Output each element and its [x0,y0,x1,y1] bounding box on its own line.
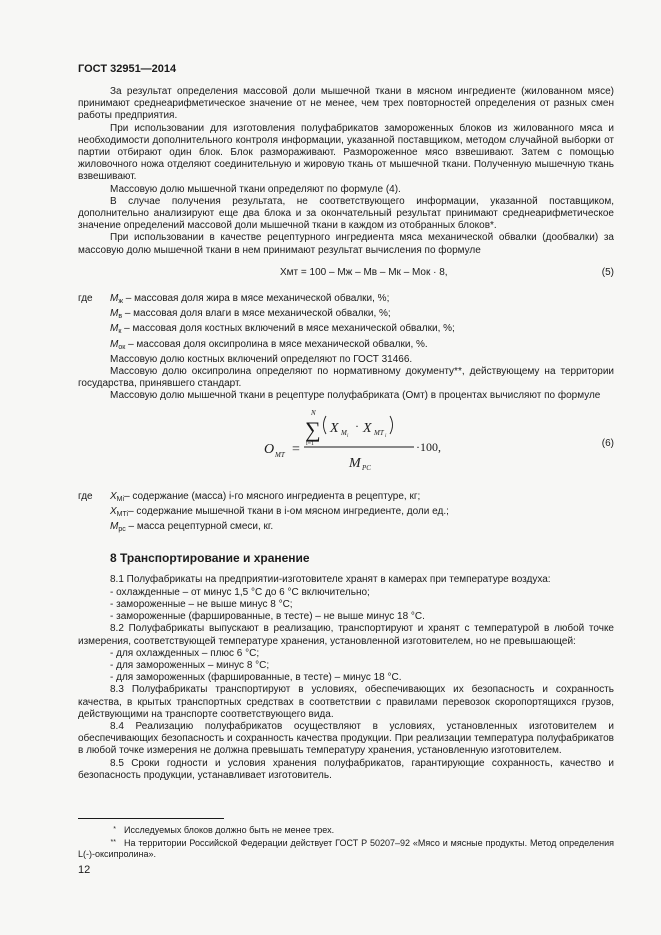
list-item: - для замороженных – минус 8 °С; [110,659,270,671]
definition-row: $M_{ок}$ – массовая доля оксипролина в мясе механической обвалки, %. [110,338,428,351]
symbol: M [110,323,119,335]
symbol: M [110,338,119,350]
x1-subsub: i [347,433,349,439]
x1: X [330,420,339,436]
section-title: 8 Транспортирование и хранение [110,551,310,566]
x2-subsub: i [385,433,387,439]
where-label: где [78,490,93,502]
definition-row: где $M_ж$ – массовая доля жира в мясе механической обвалки, %; [78,293,614,308]
denominator-sub: PC [362,463,371,472]
footnotes [78,824,614,861]
left-paren [324,416,327,434]
sum-sign: ∑ [305,416,321,442]
symbol: M [110,521,119,533]
where-label: где [78,293,93,305]
formula-lhs: O [264,441,275,457]
right-paren [390,416,393,434]
page-number: 12 [78,864,91,876]
page-content [78,86,614,782]
section-body [78,574,614,781]
footnote: ** На территории Российской Федерации действует ГОСТ Р 50207–92 «Мясо и мясные продукты. Метод определения L(-)-оксипролина». [78,837,614,859]
paragraph: При использовании в качестве рецептурного ингредиента мяса механической обвалки (дообвалки) за массовую долю мышечной ткани в нем принимают результат вычисления по формуле [78,232,614,256]
symbol: M [110,293,119,305]
definition-row: $M_к$ – массовая доля костных включений в мясе механической обвалки, %; [110,323,455,336]
standard-header: ГОСТ 32951—2014 [78,63,177,75]
paragraph: 8.1 Полуфабрикаты на предприятии-изготовителе хранят в камерах при температуре воздуха: [110,574,551,586]
paragraph: 8.5 Сроки годности и условия хранения полуфабрикатов, гарантирующие сохранность, качество и безопасность продукции, устанавливает изготовитель. [78,757,614,781]
list-item: - замороженные – не выше минус 8 °С; [110,598,293,610]
symbol: X [110,505,117,517]
definition-row: $M_в$ – массовая доля влаги в мясе механической обвалки, %; [110,308,391,321]
formula-5-text: Xмт = 100 – Mж – Mв – Mк – Mок · 8, [280,266,448,278]
definition-row: где $X_{Mi}-$ содержание (масса) i-го мясного ингредиента в рецептуре, кг; [78,491,614,506]
sum-top: N [311,408,316,417]
formula-5-definitions [78,293,614,354]
list-item: - охлажденные – от минус 1,5 °С до 6 °С включительно; [110,586,370,598]
denominator: M [349,455,361,471]
x2: X [363,420,372,436]
formula-6-number: (6) [601,437,614,449]
paragraph: За результат определения массовой доли мышечной ткани в мясном ингредиенте (жилованном мясе) принимают среднеарифметическое значение от не менее, чем трех повторностей определения от разных смен работы предприятия. [78,86,614,122]
formula-tail: ·100, [416,439,441,454]
paragraph: 8.3 Полуфабрикаты транспортируют в условиях, обеспечивающих их безопасность и сохранность качества, в крытых транспортных средствах в соответствии с правилами перевозок скоропортящихся грузов, действующими на транспорте соответствующего вида. [78,684,614,720]
x2-sub: MT [374,428,384,437]
formula-6 [78,409,614,479]
formula-6-graphic [264,409,494,479]
definition-row: $M_{pc}$ – масса рецептурной смеси, кг. [110,521,274,534]
symbol: X [110,490,117,502]
footnote: * Исследуемых блоков должно быть не менее трех. [113,825,335,835]
paragraph: 8.4 Реализацию полуфабрикатов осуществляют в условиях, установленных изготовителем и обеспечивающих безопасность и сохранность качества продукции. При реализации температура полуфабрикатов в любой точке измерения не должна превышать температуру хранения, установленную изготовителем. [78,720,614,757]
formula-lhs-sub: МТ [275,450,285,459]
paragraph: 8.2 Полуфабрикаты выпускают в реализацию, транспортируют и хранят с температурой в любой точке измерения, соответствующей температуре хранения, установленной изготовителем, но не превышающей: [78,623,614,647]
paragraph: Массовую долю костных включений определяют по ГОСТ 31466. [110,353,413,365]
formula-5 [78,267,614,279]
sum-bottom: i=1 [306,440,315,447]
formula-eq: = [292,441,300,457]
symbol: M [110,308,119,320]
list-item: - для охлажденных – плюс 6 °С; [110,647,260,659]
paragraph: При использовании для изготовления полуфабрикатов замороженных блоков из жилованного мяса и необходимости дополнительного контроля информации, указанной поставщиком, методом случайной выборки от партии отбирают один блок. Блок размораживают. Размороженное мясо взвешивают. Затем с помощью жиловочного ножа отделяют соединительную и жировую ткань от мышечной ткани. Полученную мышечную ткань взвешивают. [78,122,614,183]
list-item: - замороженные (фаршированные, в тесте) – не выше минус 18 °С. [110,611,425,623]
paragraph: Массовую долю мышечной ткани в рецептуре полуфабриката (Oмт) в процентах вычисляют по формуле [110,390,601,402]
formula-6-definitions [78,491,614,537]
paragraph: В случае получения результата, не соответствующего информации, указанной поставщиком, дополнительно анализируют еще два блока и за окончательный результат принимают среднеарифметическое значение определений массовой доли мышечной ткани в каждом из отобранных блоков*. [78,195,614,232]
paragraph: Массовую долю оксипролина определяют по нормативному документу**, действующему на территории государства, принявшего стандарт. [78,366,614,390]
definition-row: $X_{MTi}-$ содержание мышечной ткани в i-ом мясном ингредиенте, доли ед.; [110,505,449,518]
formula-5-number: (5) [601,266,614,278]
multiply-dot: · [355,418,359,433]
x1-sub: M [341,428,347,437]
footnote-divider [78,818,224,819]
list-item: - для замороженных (фаршированные, в тесте) – минус 18 °С. [110,672,402,684]
paragraph: Массовую долю мышечной ткани определяют по формуле (4). [110,183,401,195]
